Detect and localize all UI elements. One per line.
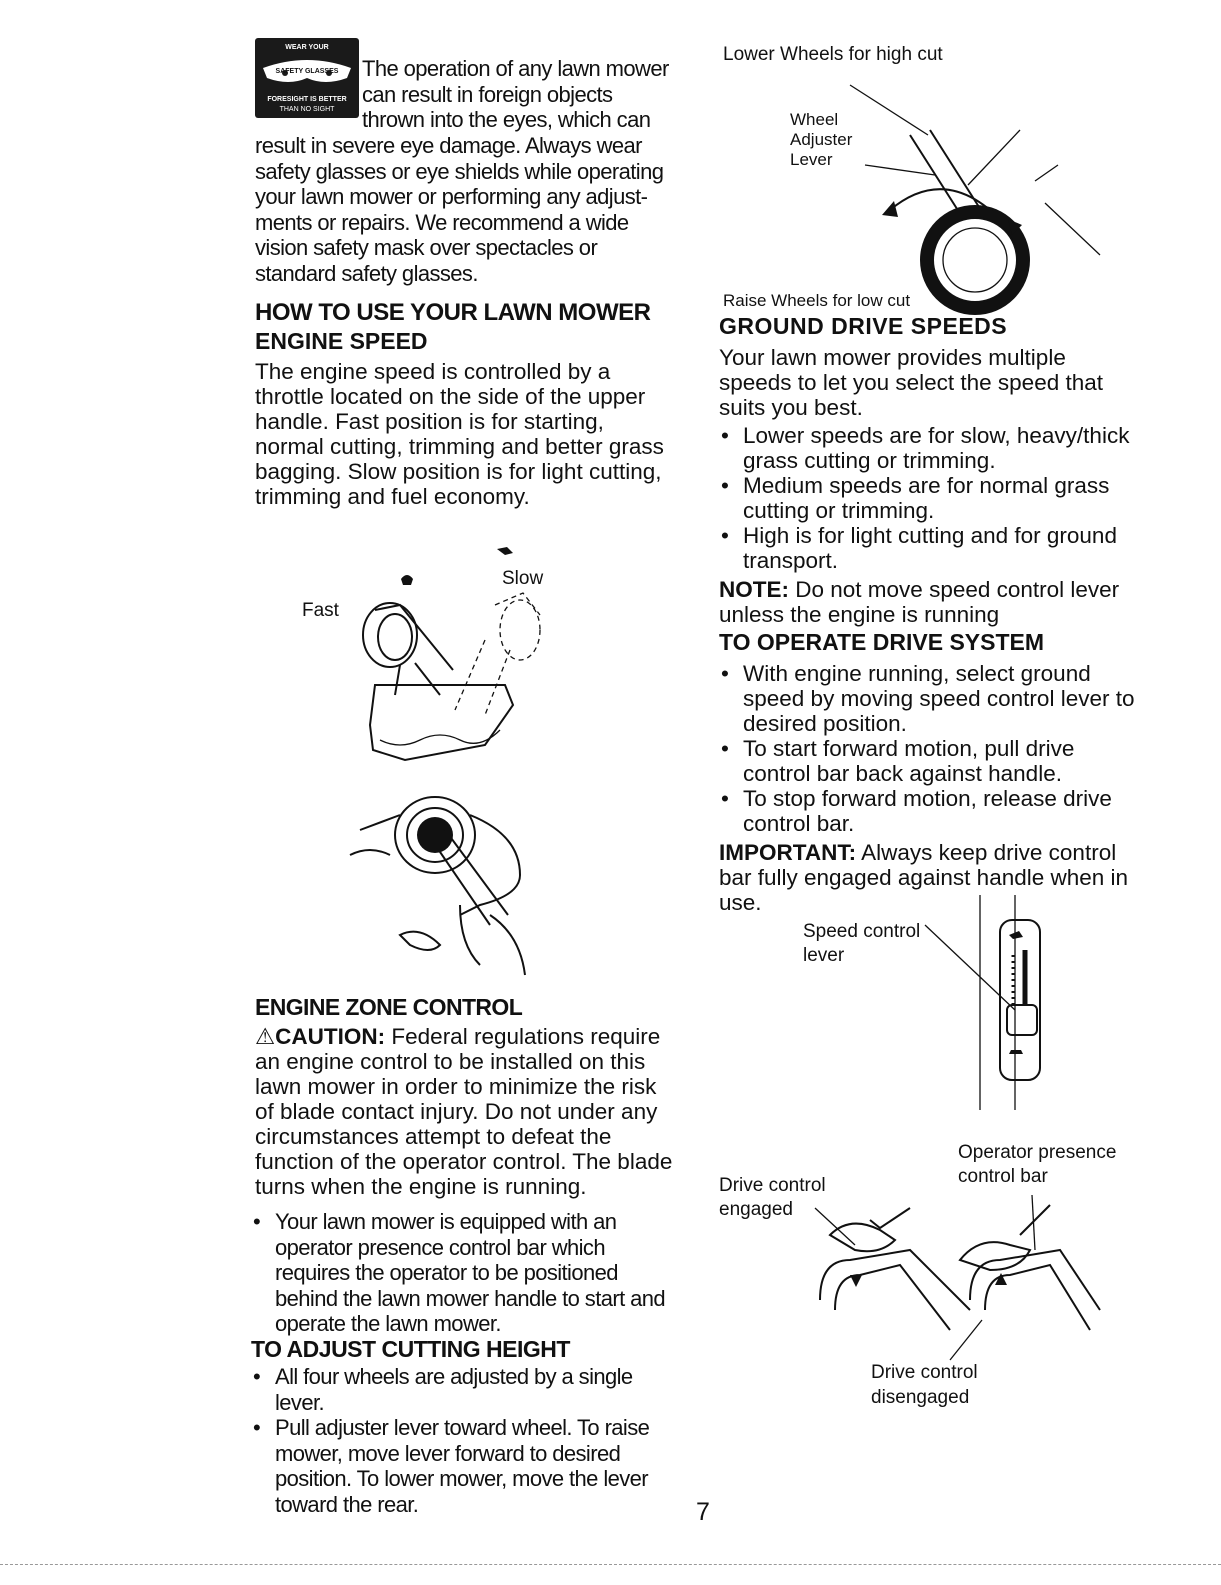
list-item: • Lower speeds are for slow, heavy/thick grass cutting or trimming. bbox=[719, 423, 1174, 473]
safety-line: standard safety glasses. bbox=[255, 260, 478, 286]
raise-wheels-label: Raise Wheels for low cut bbox=[723, 291, 911, 310]
ground-drive-line: suits you best. bbox=[719, 395, 863, 420]
caution-line: circumstances attempt to defeat the bbox=[255, 1124, 612, 1149]
speed-control-lever-illustration bbox=[925, 895, 1045, 1115]
operate-bullet-list bbox=[719, 661, 1174, 836]
list-item: • To stop forward motion, release drive control bar. bbox=[719, 786, 1174, 836]
caution-line: of blade contact injury. Do not under any bbox=[255, 1099, 658, 1124]
speed-bullet-list bbox=[719, 423, 1174, 573]
safety-line: thrown into the eyes, which can bbox=[362, 107, 651, 132]
caution-label: CAUTION: bbox=[275, 1024, 386, 1049]
ground-drive-speeds-heading: GROUND DRIVE SPEEDS bbox=[719, 313, 1008, 339]
safety-line: ments or repairs. We recommend a wide bbox=[255, 209, 629, 235]
badge-line-1: WEAR YOUR bbox=[285, 44, 329, 51]
arrow-down-icon bbox=[850, 1275, 862, 1287]
caution-triangle-icon: ⚠ bbox=[255, 1024, 276, 1049]
badge-line-4: THAN NO SIGHT bbox=[279, 106, 335, 113]
adjust-bullet-list bbox=[251, 1364, 696, 1517]
list-item: • All four wheels are adjusted by a single lever. bbox=[251, 1364, 696, 1415]
caution-line: lawn mower in order to minimize the risk bbox=[255, 1074, 657, 1099]
engine-speed-line: trimming and fuel economy. bbox=[255, 484, 530, 509]
hand-on-throttle-illustration bbox=[340, 775, 570, 975]
engine-speed-line: normal cutting, trimming and better grass bbox=[255, 434, 664, 459]
page-bottom-rule bbox=[0, 1564, 1221, 1565]
drive-disengaged-label: Drive control disengaged bbox=[871, 1362, 978, 1408]
drive-control-illustration bbox=[800, 1190, 1100, 1350]
engine-speed-line: handle. Fast position is for starting, bbox=[255, 409, 604, 434]
engine-speed-heading: ENGINE SPEED bbox=[255, 328, 428, 354]
engine-speed-paragraph bbox=[255, 359, 695, 509]
badge-line-3: FORESIGHT IS BETTER bbox=[267, 96, 347, 103]
how-to-use-heading: HOW TO USE YOUR LAWN MOWER bbox=[255, 299, 651, 326]
page-number: 7 bbox=[696, 1498, 710, 1526]
drive-engaged-label: Drive control engaged bbox=[719, 1175, 826, 1220]
safety-paragraph-rest bbox=[255, 133, 695, 286]
rabbit-icon bbox=[1009, 931, 1023, 939]
caution-line: turns when the engine is running. bbox=[255, 1174, 587, 1199]
important-label: IMPORTANT: bbox=[719, 840, 857, 865]
list-item: • Your lawn mower is equipped with an operator presence control bar which requires the operator to be positioned behind the lawn mower handle to start and operate the lawn mower. bbox=[251, 1209, 696, 1337]
engine-zone-control-heading: ENGINE ZONE CONTROL bbox=[255, 994, 523, 1020]
list-item: • Pull adjuster lever toward wheel. To raise mower, move lever forward to desired position. To lower mower, move the lever toward the rear. bbox=[251, 1415, 696, 1517]
list-item: • High is for light cutting and for ground transport. bbox=[719, 523, 1174, 573]
caution-line: an engine control to be installed on this bbox=[255, 1049, 646, 1074]
important-paragraph: IMPORTANT: Always keep drive control bar fully engaged against handle when in use. bbox=[719, 840, 1129, 915]
caution-line: function of the operator control. The blade bbox=[255, 1149, 673, 1174]
wheel-adjuster-label: Wheel Adjuster Lever bbox=[790, 110, 853, 169]
rabbit-icon bbox=[497, 547, 513, 555]
presence-bullet-list bbox=[251, 1209, 696, 1337]
arrow-left-icon bbox=[882, 201, 898, 217]
safety-line: vision safety mask over spectacles or bbox=[255, 235, 598, 260]
engine-speed-line: throttle located on the side of the upper bbox=[255, 384, 646, 409]
wheel-adjuster-illustration bbox=[850, 75, 1130, 295]
note-label: NOTE: bbox=[719, 577, 789, 602]
ground-drive-paragraph bbox=[719, 345, 1169, 420]
safety-paragraph-top bbox=[362, 56, 692, 133]
operate-drive-system-heading: TO OPERATE DRIVE SYSTEM bbox=[719, 629, 1045, 655]
operator-presence-label: Operator presence control bar bbox=[958, 1142, 1117, 1187]
safety-line: safety glasses or eye shields while operating bbox=[255, 158, 664, 184]
badge-line-2: SAFETY GLASSES bbox=[275, 68, 339, 75]
list-item: • With engine running, select ground speed by moving speed control lever to desired position. bbox=[719, 661, 1174, 736]
turtle-icon bbox=[1009, 1050, 1023, 1054]
engine-speed-line: bagging. Slow position is for light cutting, bbox=[255, 459, 662, 484]
speed-control-label: Speed control lever bbox=[803, 921, 921, 966]
safety-glasses-badge bbox=[255, 38, 359, 118]
adjust-cutting-height-heading: TO ADJUST CUTTING HEIGHT bbox=[251, 1336, 570, 1362]
caution-text: Federal regulations require bbox=[385, 1024, 661, 1049]
ground-drive-line: speeds to let you select the speed that bbox=[719, 370, 1104, 395]
list-item: • Medium speeds are for normal grass cutting or trimming. bbox=[719, 473, 1174, 523]
safety-line: result in severe eye damage. Always wear bbox=[255, 133, 642, 158]
turtle-icon bbox=[401, 575, 413, 585]
throttle-illustration bbox=[345, 545, 575, 775]
throttle-fast-label: Fast bbox=[302, 600, 339, 621]
safety-line: your lawn mower or performing any adjust- bbox=[255, 184, 648, 209]
safety-line: The operation of any lawn mower bbox=[362, 56, 669, 81]
throttle-slow-label: Slow bbox=[502, 568, 544, 589]
engine-zone-caution-paragraph bbox=[255, 1024, 695, 1199]
safety-line: can result in foreign objects bbox=[362, 81, 613, 107]
list-item: • To start forward motion, pull drive control bar back against handle. bbox=[719, 736, 1174, 786]
lower-wheels-label: Lower Wheels for high cut bbox=[723, 44, 943, 65]
ground-drive-line: Your lawn mower provides multiple bbox=[719, 345, 1066, 370]
engine-speed-line: The engine speed is controlled by a bbox=[255, 359, 611, 384]
note-paragraph: NOTE: Do not move speed control lever unless the engine is running bbox=[719, 577, 1120, 627]
